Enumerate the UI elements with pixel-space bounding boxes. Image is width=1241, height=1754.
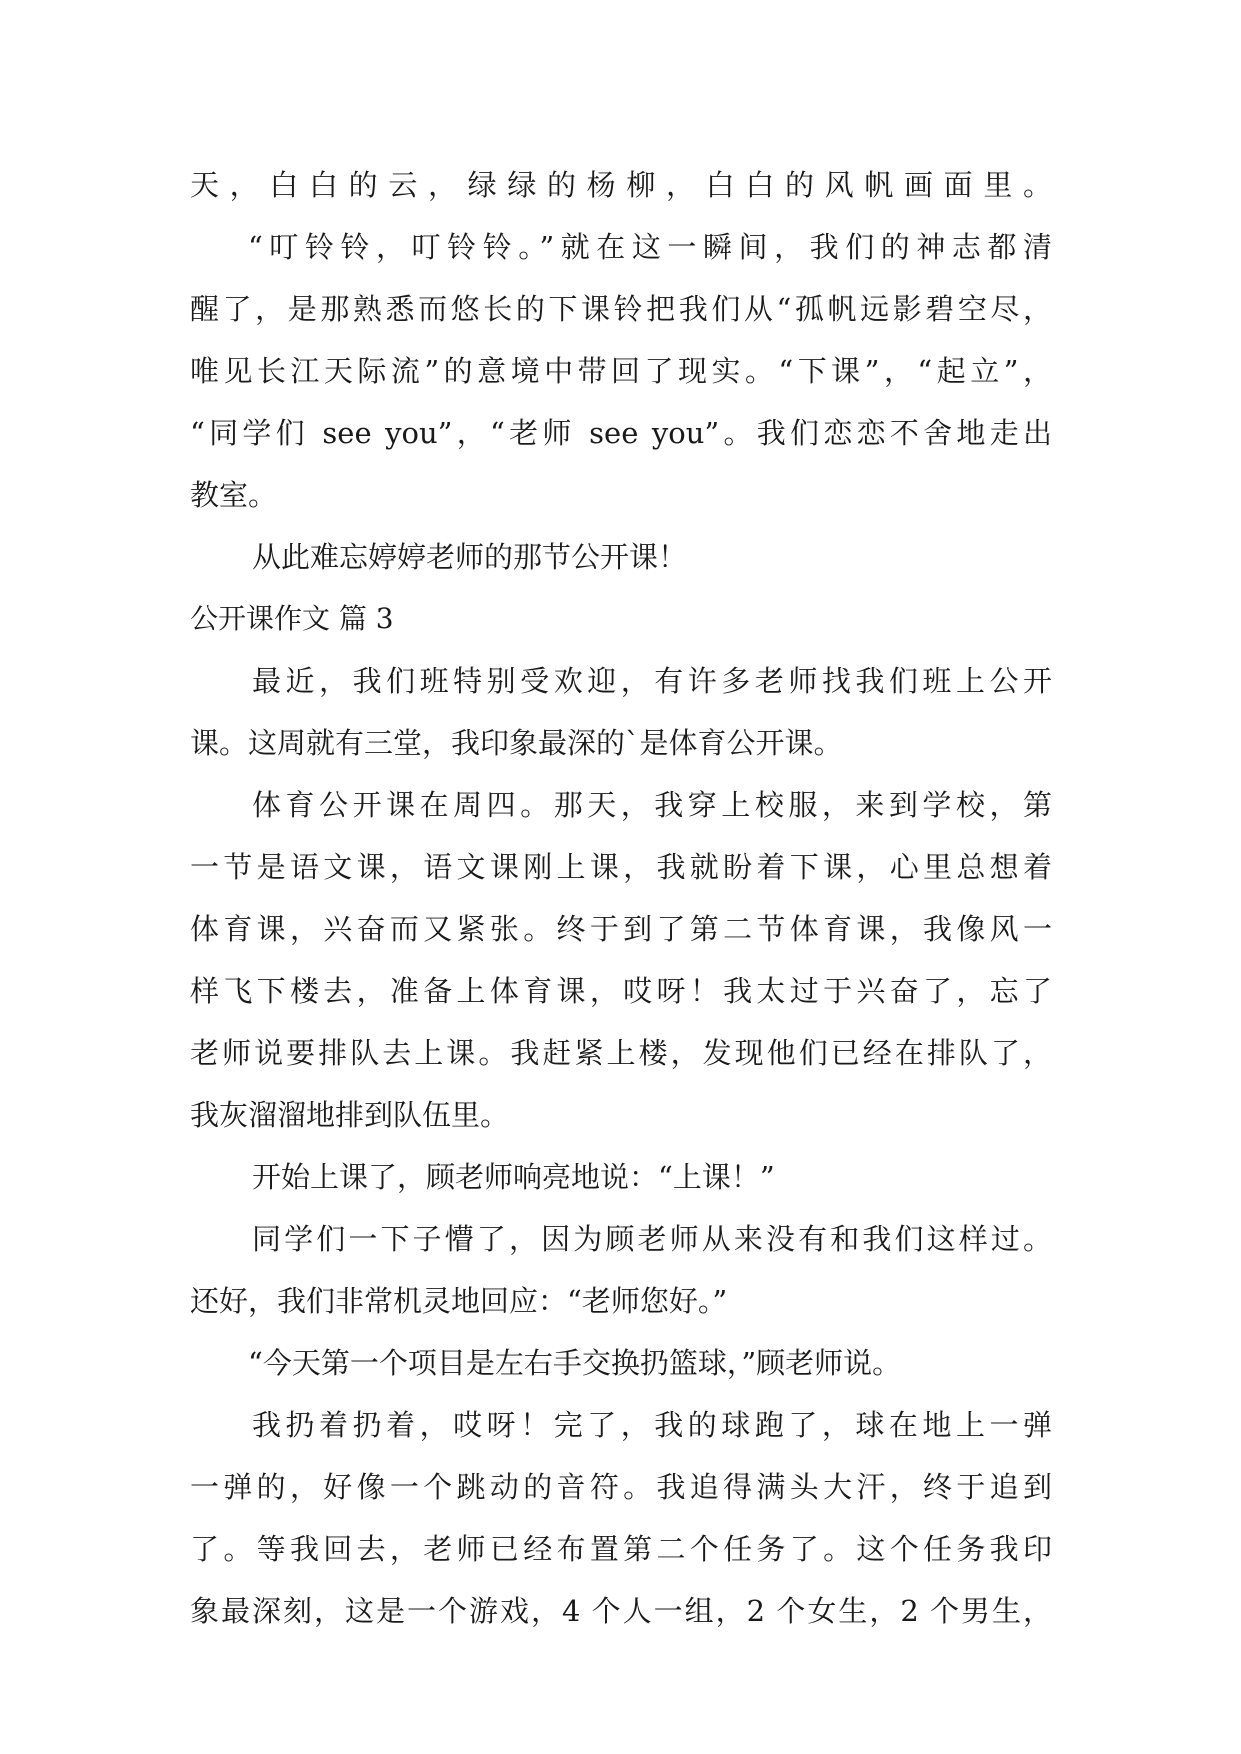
text-line: 课。这周就有三堂，我印象最深的`是体育公开课。 (190, 726, 843, 760)
text-line: “同学们 see you”，“老师 see you”。我们恋恋不舍地走出 (190, 416, 1052, 450)
text-line: 唯见长江天际流”的意境中带回了现实。“下课”，“起立”， (190, 354, 1052, 388)
text-line: “叮铃铃，叮铃铃。”就在这一瞬间，我们的神志都清 (248, 230, 1052, 264)
text-line: 教室。 (190, 478, 278, 512)
section-heading: 公开课作文 篇 3 (190, 602, 394, 635)
text-line: 我灰溜溜地排到队伍里。 (190, 1098, 510, 1132)
text-line: 我扔着扔着，哎呀！完了，我的球跑了，球在地上一弹 (252, 1408, 1052, 1442)
text-line: 最近，我们班特别受欢迎，有许多老师找我们班上公开 (252, 664, 1052, 698)
document-body (190, 154, 1052, 1642)
text-line: 了。等我回去，老师已经布置第二个任务了。这个任务我印 (190, 1532, 1052, 1566)
text-line: 还好，我们非常机灵地回应：“老师您好。” (190, 1284, 728, 1318)
text-line: 开始上课了，顾老师响亮地说：“上课！” (252, 1160, 775, 1194)
text-line: 天，白白的云，绿绿的杨柳，白白的风帆画面里。 (190, 168, 1052, 202)
text-line: 老师说要排队去上课。我赶紧上楼，发现他们已经在排队了， (190, 1036, 1052, 1070)
text-line: 体育公开课在周四。那天，我穿上校服，来到学校，第 (252, 788, 1052, 822)
text-line: 一弹的，好像一个跳动的音符。我追得满头大汗，终于追到 (190, 1470, 1052, 1504)
text-line: 一节是语文课，语文课刚上课，我就盼着下课，心里总想着 (190, 850, 1052, 884)
text-line: 醒了，是那熟悉而悠长的下课铃把我们从“孤帆远影碧空尽， (190, 292, 1052, 326)
text-line: “今天第一个项目是左右手交换扔篮球，”顾老师说。 (248, 1346, 902, 1380)
text-line: 从此难忘婷婷老师的那节公开课！ (252, 540, 688, 574)
text-line: 体育课，兴奋而又紧张。终于到了第二节体育课，我像风一 (190, 912, 1052, 946)
text-line: 同学们一下子懵了，因为顾老师从来没有和我们这样过。 (252, 1222, 1052, 1256)
text-line: 样飞下楼去，准备上体育课，哎呀！我太过于兴奋了，忘了 (190, 974, 1052, 1008)
text-line: 象最深刻，这是一个游戏，4 个人一组，2 个女生，2 个男生， (190, 1594, 1052, 1628)
